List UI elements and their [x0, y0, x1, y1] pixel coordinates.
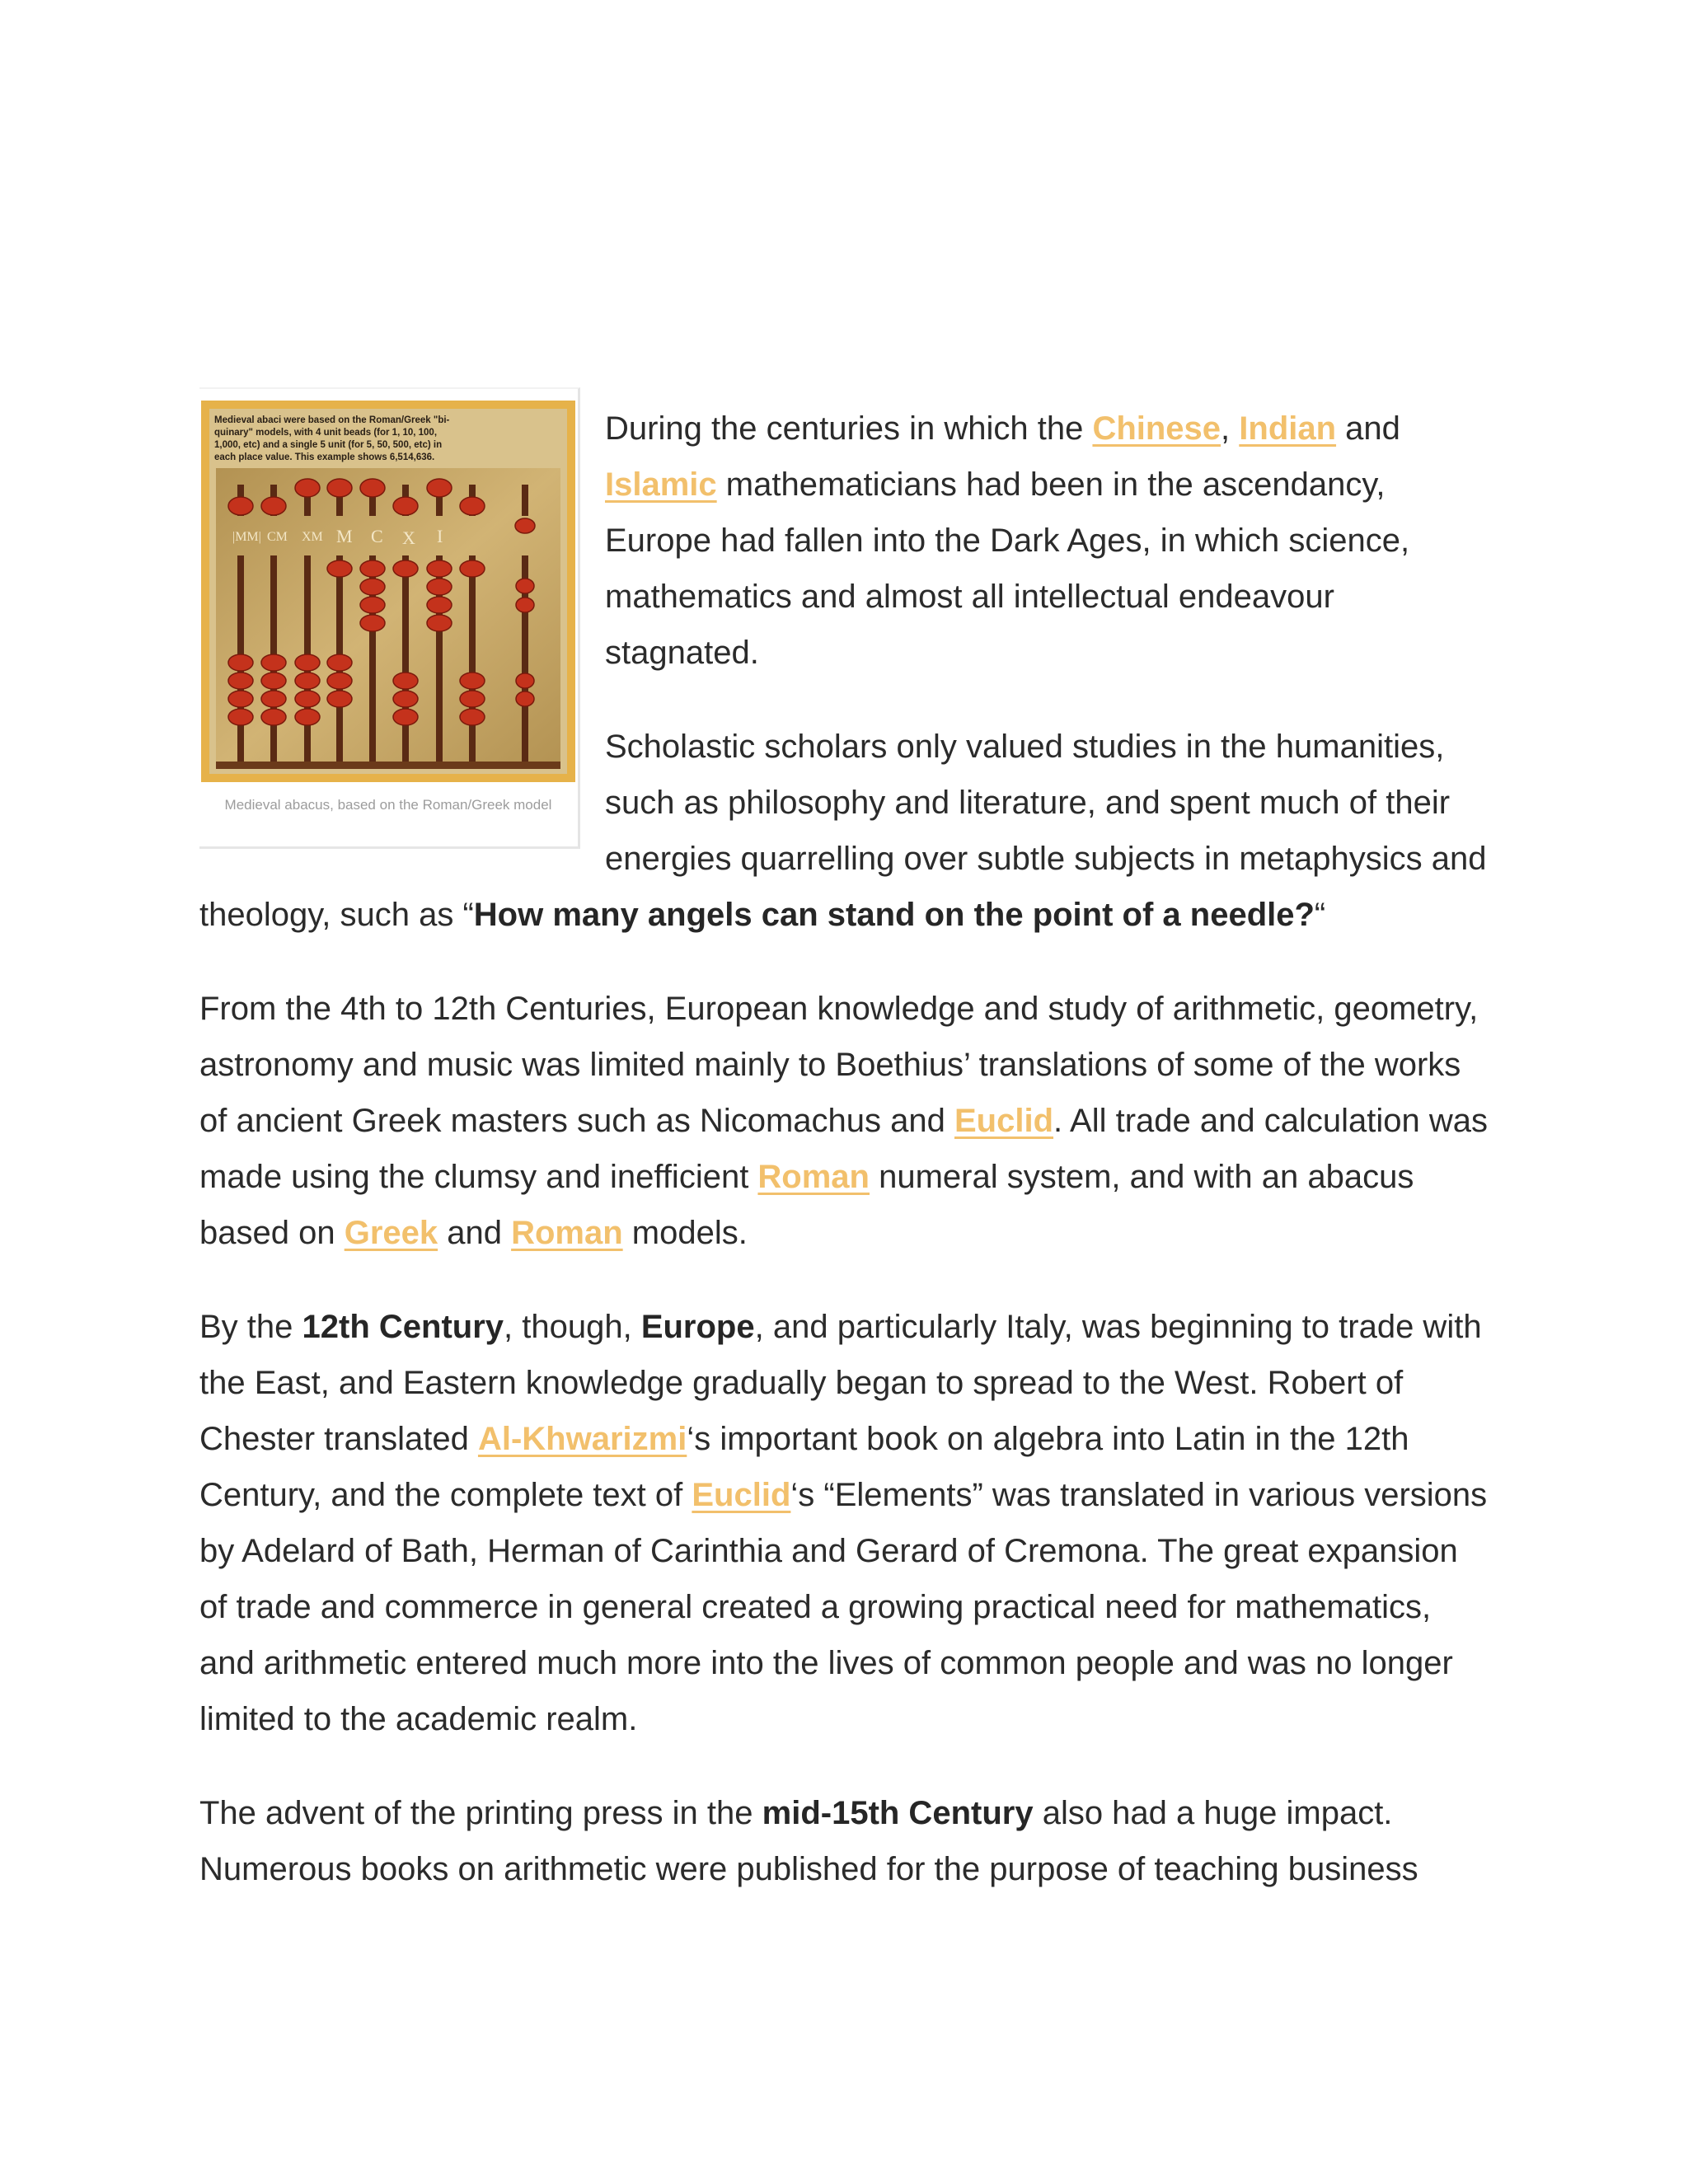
- link-roman[interactable]: Roman: [511, 1215, 623, 1251]
- figure-caption: Medieval abacus, based on the Roman/Greek model: [224, 797, 552, 813]
- image-label-m: M: [336, 526, 353, 546]
- paragraph-4-text: ‘s “Elements” was translated in various versions by Adelard of Bath, Herman of Carinthia and Gerard of Cremona. The great expansion of trade and commerce in general created a growing practical need for mathematics, and arithmetic entered much more into the lives of common people and was no longer limited to the academic realm.: [199, 1477, 1488, 1737]
- article-body: [199, 384, 1490, 1897]
- abacus-image: [199, 401, 577, 782]
- link-al-khwarizmi[interactable]: Al-Khwarizmi: [477, 1421, 687, 1457]
- image-header-line-2: quinary" models, with 4 unit beads (for 1, 10, 100,: [214, 428, 438, 438]
- paragraph-3: [199, 981, 1490, 1261]
- paragraph-2-bold: How many angels can stand on the point of a needle?: [473, 897, 1315, 933]
- paragraph-4-text: , though,: [504, 1309, 641, 1345]
- paragraph-gap: [199, 943, 1490, 981]
- paragraph-2-text: Scholastic scholars only valued studies in the humanities, such as philosophy and literature, and spent much of their energies quarrelling over subtle subjects in metaphysics and theology, such as “: [199, 729, 1487, 933]
- link-euclid[interactable]: Euclid: [692, 1477, 791, 1513]
- link-indian[interactable]: Indian: [1239, 410, 1337, 447]
- image-header-line-1: Medieval abaci were based on the Roman/Greek "bi-: [214, 415, 450, 425]
- paragraph-gap: [199, 1261, 1490, 1299]
- paragraph-5-bold: mid-15th Century: [762, 1795, 1034, 1831]
- paragraph-2-text: “: [1314, 897, 1326, 933]
- paragraph-1-text: ,: [1221, 410, 1240, 447]
- link-chinese[interactable]: Chinese: [1092, 410, 1221, 447]
- paragraph-1-text: and: [1336, 410, 1400, 447]
- paragraph-3-text: . All trade and calculation was made using the clumsy and inefficient: [199, 1103, 1488, 1195]
- image-header-line-4: each place value. This example shows 6,514,636.: [214, 452, 435, 462]
- paragraph-3-text: From the 4th to 12th Centuries, European knowledge and study of arithmetic, geometry, astronomy and music was limited mainly to Boethius’ translations of some of the works of ancient Greek masters such as Nicomachus and: [199, 991, 1479, 1139]
- paragraph-1-text: During the centuries in which the: [605, 410, 1093, 447]
- image-label-c: C: [371, 526, 383, 546]
- paragraph-4-text: , and particularly Italy, was beginning to trade with the East, and Eastern knowledge gradually began to spread to the West. Robert of Chester translated: [199, 1309, 1482, 1457]
- paragraph-1-text: mathematicians had been in the ascendancy, Europe had fallen into the Dark Ages, in which science, mathematics and almost all intellectual endeavour stagnated.: [605, 466, 1410, 671]
- paragraph-3-text: and: [438, 1215, 512, 1251]
- paragraph-4-text: ‘s important book on algebra into Latin in the 12th Century, and the complete text of: [199, 1421, 1409, 1513]
- paragraph-3-text: models.: [622, 1215, 748, 1251]
- image-label-mm: |MM|: [232, 530, 261, 544]
- paragraph-5-text: also had a huge impact. Numerous books on arithmetic were published for the purpose of teaching business: [199, 1795, 1418, 1887]
- image-header-line-3: 1,000, etc) and a single 5 unit (for 5, 50, 500, etc) in: [214, 440, 443, 450]
- paragraph-4: [199, 1299, 1490, 1747]
- link-roman[interactable]: Roman: [757, 1159, 870, 1195]
- paragraph-5: [199, 1785, 1490, 1897]
- image-label-cm: CM: [267, 530, 288, 544]
- paragraph-3-text: numeral system, and with an abacus based on: [199, 1159, 1414, 1251]
- paragraph-5-text: The advent of the printing press in the: [199, 1795, 762, 1831]
- abacus-figure: [199, 387, 580, 849]
- image-label-xm: XM: [302, 530, 323, 544]
- paragraph-4-text: By the: [199, 1309, 302, 1345]
- link-greek[interactable]: Greek: [344, 1215, 438, 1251]
- link-euclid[interactable]: Euclid: [954, 1103, 1054, 1139]
- paragraph-4-bold: 12th Century: [302, 1309, 504, 1345]
- paragraph-gap: [199, 1747, 1490, 1785]
- image-label-x: X: [402, 527, 415, 548]
- paragraph-4-bold: Europe: [640, 1309, 755, 1345]
- image-label-i: I: [437, 526, 443, 546]
- link-islamic[interactable]: Islamic: [605, 466, 717, 503]
